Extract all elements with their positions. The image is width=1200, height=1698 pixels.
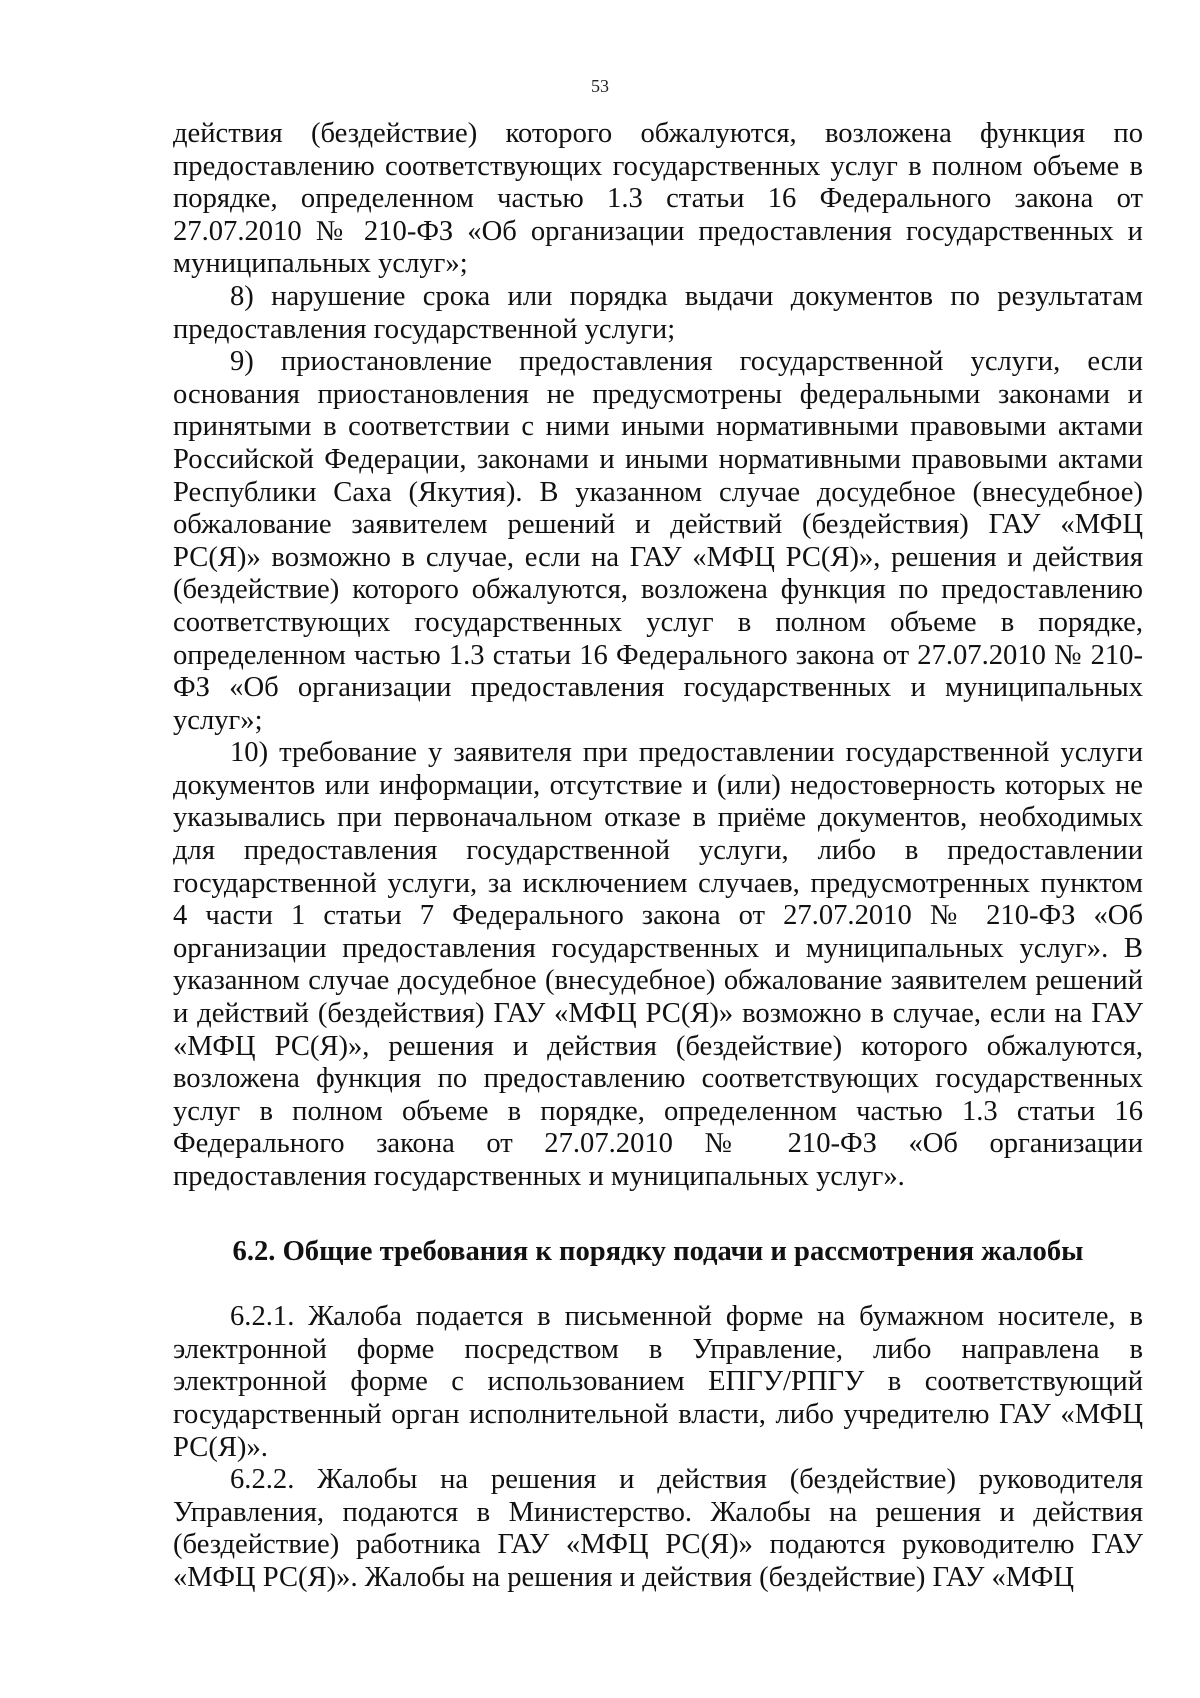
paragraph-item-10: 10) требование у заявителя при предоставлении государственной услуги документов или информации, отсутствие и (или) недостоверность которых не указывались при первоначальном отказе в приёме документов, необходимых для предоставления государственной услуги, либо в предоставлении государственной услуги, за исключением случаев, предусмотренных пунктом 4 части 1 статьи 7 Федерального закона от 27.07.2010 № 210-ФЗ «Об организации предоставления государственных и муниципальных услуг». В указанном случае досудебное (внесудебное) обжалование заявителем решений и действий (бездействия) ГАУ «МФЦ РС(Я)» возможно в случае, если на ГАУ «МФЦ РС(Я)», решения и действия (бездействие) которого обжалуются, возложена функция по предоставлению соответствующих государственных услуг в полном объеме в порядке, определенном частью 1.3 статьи 16 Федерального закона от 27.07.2010 № 210-ФЗ «Об организации предоставления государственных и муниципальных услуг».: [173, 737, 1143, 1192]
paragraph-item-8: 8) нарушение срока или порядка выдачи документов по результатам предоставления государственной услуги;: [173, 280, 1143, 345]
paragraph-6-2-2: 6.2.2. Жалобы на решения и действия (бездействие) руководителя Управления, подаются в Министерство. Жалобы на решения и действия (бездействие) работника ГАУ «МФЦ РС(Я)» подаются руководителю ГАУ «МФЦ РС(Я)». Жалобы на решения и действия (бездействие) ГАУ «МФЦ: [173, 1464, 1143, 1593]
page-number: 53: [591, 76, 609, 96]
document-body: [173, 118, 1143, 1595]
section-heading: 6.2. Общие требования к порядку подачи и рассмотрения жалобы: [232, 1235, 1084, 1267]
paragraph-6-2-1: 6.2.1. Жалоба подается в письменной форме на бумажном носителе, в электронной форме посредством в Управление, либо направлена в электронной форме с использованием ЕПГУ/РПГУ в соответствующий государственный орган исполнительной власти, либо учредителю ГАУ «МФЦ РС(Я)».: [173, 1301, 1143, 1463]
paragraph-continuation: действия (бездействие) которого обжалуются, возложена функция по предоставлению соответствующих государственных услуг в полном объеме в порядке, определенном частью 1.3 статьи 16 Федерального закона от 27.07.2010 № 210-ФЗ «Об организации предоставления государственных и муниципальных услуг»;: [173, 118, 1143, 280]
paragraph-item-9: 9) приостановление предоставления государственной услуги, если основания приостановления не предусмотрены федеральными законами и принятыми в соответствии с ними иными нормативными правовыми актами Российской Федерации, законами и иными нормативными правовыми актами Республики Саха (Якутия). В указанном случае досудебное (внесудебное) обжалование заявителем решений и действий (бездействия) ГАУ «МФЦ РС(Я)» возможно в случае, если на ГАУ «МФЦ РС(Я)», решения и действия (бездействие) которого обжалуются, возложена функция по предоставлению соответствующих государственных услуг в полном объеме в порядке, определенном частью 1.3 статьи 16 Федерального закона от 27.07.2010 № 210-ФЗ «Об организации предоставления государственных и муниципальных услуг»;: [173, 346, 1143, 736]
